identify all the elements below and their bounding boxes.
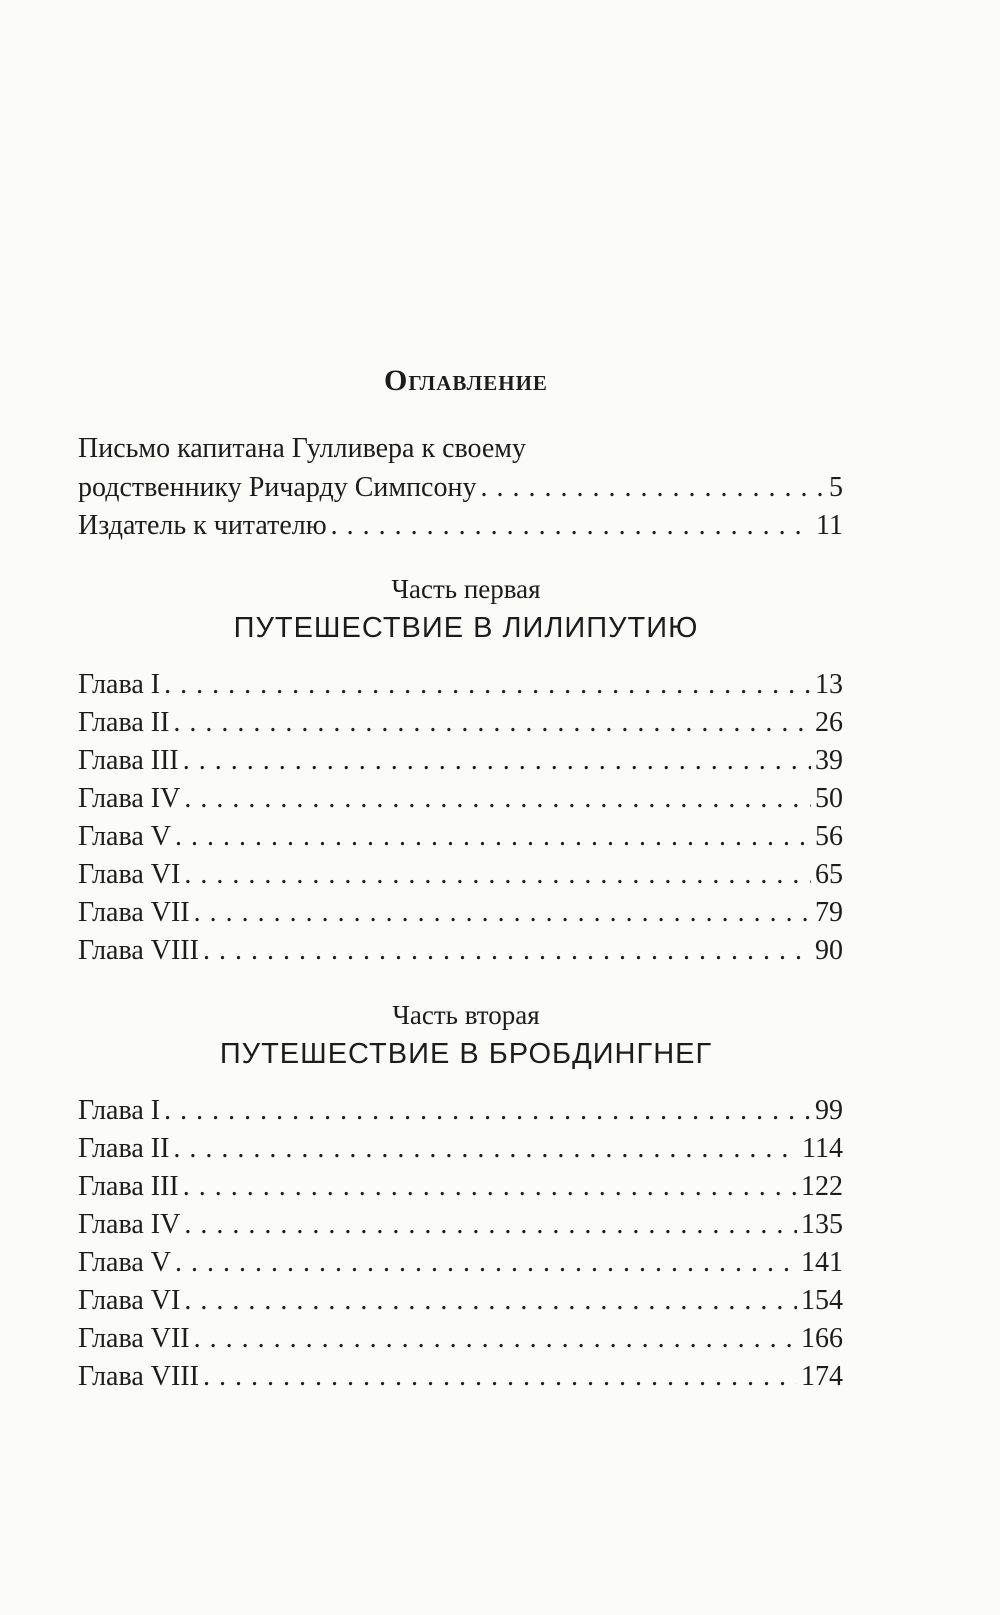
toc-page-number: 135 [801,1209,843,1240]
toc-entry-chapter[interactable] [78,896,843,930]
dot-leader [183,1170,797,1204]
dot-leader [331,509,812,543]
toc-entry-chapter[interactable] [78,1208,843,1242]
toc-page-number: 56 [815,821,843,852]
toc-page-number: 5 [829,472,843,503]
toc-entry-label: Глава VII [78,1323,190,1354]
toc-page-number: 90 [815,935,843,966]
toc-entry-letter-line1[interactable]: Письмо капитана Гулливера к своему [78,433,527,464]
toc-entry-label: Глава VIII [78,935,199,966]
dot-leader [194,896,811,930]
toc-page-number: 50 [815,783,843,814]
toc-entry-label: Глава VIII [78,1361,199,1392]
toc-entry-label: Глава IV [78,1209,181,1240]
toc-entry-label: Глава VI [78,859,181,890]
toc-entry-chapter[interactable] [78,1170,843,1204]
toc-entry-chapter[interactable] [78,934,843,968]
toc-entry-chapter[interactable] [78,1322,843,1356]
toc-entry-chapter[interactable] [78,668,843,702]
toc-entry-publisher[interactable] [78,509,843,543]
toc-page-number: 141 [801,1247,843,1278]
toc-page-number: 122 [801,1171,843,1202]
dot-leader [173,706,811,740]
toc-entry-chapter[interactable] [78,706,843,740]
dot-leader [173,1132,798,1166]
toc-page-number: 39 [815,745,843,776]
toc-entry-label: Глава V [78,821,171,852]
toc-entry-chapter[interactable] [78,1284,843,1318]
toc-entry-chapter[interactable] [78,1132,843,1166]
dot-leader [203,1360,797,1394]
part-title: ПУТЕШЕСТВИЕ В БРОБДИНГНЕГ [219,1038,713,1070]
dot-leader [184,858,811,892]
toc-entry-label: Глава II [78,707,170,738]
toc-entry-label: Глава IV [78,783,181,814]
dot-leader [184,1284,797,1318]
dot-leader [164,668,811,702]
toc-entry-chapter[interactable] [78,858,843,892]
toc-entry-chapter[interactable] [78,1360,843,1394]
part-label: Часть вторая [392,1000,540,1030]
toc-page-number: 174 [801,1361,843,1392]
toc-page-number: 166 [801,1323,843,1354]
toc-entry-label: Глава III [78,1171,179,1202]
toc-entry-label: Глава III [78,745,179,776]
dot-leader [184,782,811,816]
dot-leader [175,1246,797,1280]
toc-entry-letter[interactable] [78,471,843,505]
toc-entry-chapter[interactable] [78,820,843,854]
toc-entry-label: Глава V [78,1247,171,1278]
toc-entry-chapter[interactable] [78,1246,843,1280]
toc-page-number: 79 [815,897,843,928]
part-label: Часть первая [391,574,541,604]
dot-leader [164,1094,811,1128]
toc-page-number: 13 [815,669,843,700]
part-title: ПУТЕШЕСТВИЕ В ЛИЛИПУТИЮ [233,612,699,644]
toc-entry-label: родственнику Ричарду Симпсону [78,472,477,503]
toc-entry-label: Глава I [78,669,161,700]
toc-page-number: 26 [815,707,843,738]
toc-title: Оглавление [384,364,548,397]
toc-page-number: 99 [815,1095,843,1126]
toc-entry-label: Глава II [78,1133,170,1164]
toc-entry-label: Издатель к читателю [78,510,327,541]
toc-entry-chapter[interactable] [78,744,843,778]
toc-entry-label: Глава I [78,1095,161,1126]
dot-leader [183,744,811,778]
toc-entry-chapter[interactable] [78,782,843,816]
dot-leader [480,471,825,505]
toc-entry-chapter[interactable] [78,1094,843,1128]
toc-page-number: 154 [801,1285,843,1316]
dot-leader [175,820,811,854]
dot-leader [184,1208,797,1242]
toc-entry-label: Глава VI [78,1285,181,1316]
dot-leader [203,934,811,968]
toc-entry-label: Глава VII [78,897,190,928]
toc-page-number: 114 [802,1133,843,1164]
toc-page-number: 11 [816,510,843,541]
dot-leader [194,1322,797,1356]
toc-page-number: 65 [815,859,843,890]
